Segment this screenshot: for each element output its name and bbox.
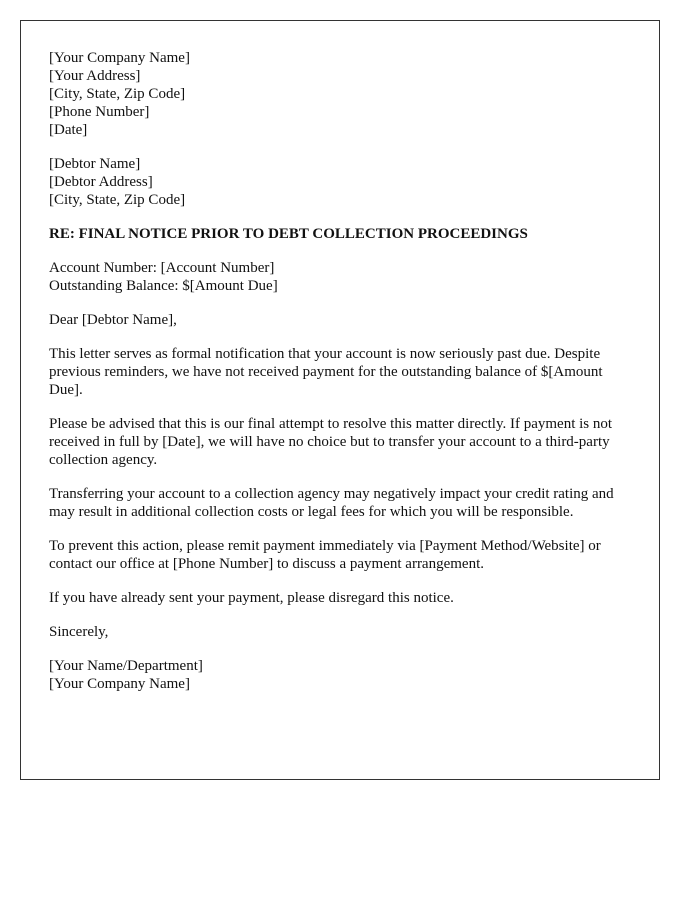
letter-body [49, 49, 634, 709]
subject-line: RE: FINAL NOTICE PRIOR TO DEBT COLLECTION PROCEEDINGS [49, 226, 528, 242]
signature-name: [Your Name/Department] [49, 658, 203, 674]
outstanding-balance: Outstanding Balance: $[Amount Due] [49, 278, 278, 294]
sender-block [49, 49, 634, 139]
recipient-block [49, 155, 634, 209]
account-block [49, 259, 634, 295]
signature-block [49, 657, 634, 693]
paragraph-notification: This letter serves as formal notification that your account is now seriously past due. Despite previous reminders, we have not received payment for the outstanding balance of $[Amount Due]. [49, 346, 603, 398]
account-number: Account Number: [Account Number] [49, 260, 275, 276]
salutation: Dear [Debtor Name], [49, 312, 177, 328]
sender-city-state-zip: [City, State, Zip Code] [49, 86, 186, 102]
sender-phone: [Phone Number] [49, 104, 150, 120]
sender-company-name: [Your Company Name] [49, 50, 190, 66]
paragraph-payment-instructions: To prevent this action, please remit payment immediately via [Payment Method/Website] or contact our office at [Phone Number] to discuss a payment arrangement. [49, 538, 601, 572]
recipient-address: [Debtor Address] [49, 174, 153, 190]
closing: Sincerely, [49, 624, 109, 640]
sender-address: [Your Address] [49, 68, 141, 84]
paragraph-final-attempt: Please be advised that this is our final attempt to resolve this matter directly. If payment is not received in full by [Date], we will have no choice but to transfer your account to a third-party collection agency. [49, 416, 613, 468]
recipient-city-state-zip: [City, State, Zip Code] [49, 192, 186, 208]
recipient-name: [Debtor Name] [49, 156, 141, 172]
paragraph-consequences: Transferring your account to a collection agency may negatively impact your credit rating and may result in additional collection costs or legal fees for which you will be responsible. [49, 486, 614, 520]
letter-date: [Date] [49, 122, 88, 138]
letter-page [20, 20, 660, 780]
signature-company: [Your Company Name] [49, 676, 190, 692]
paragraph-disregard: If you have already sent your payment, please disregard this notice. [49, 590, 454, 606]
